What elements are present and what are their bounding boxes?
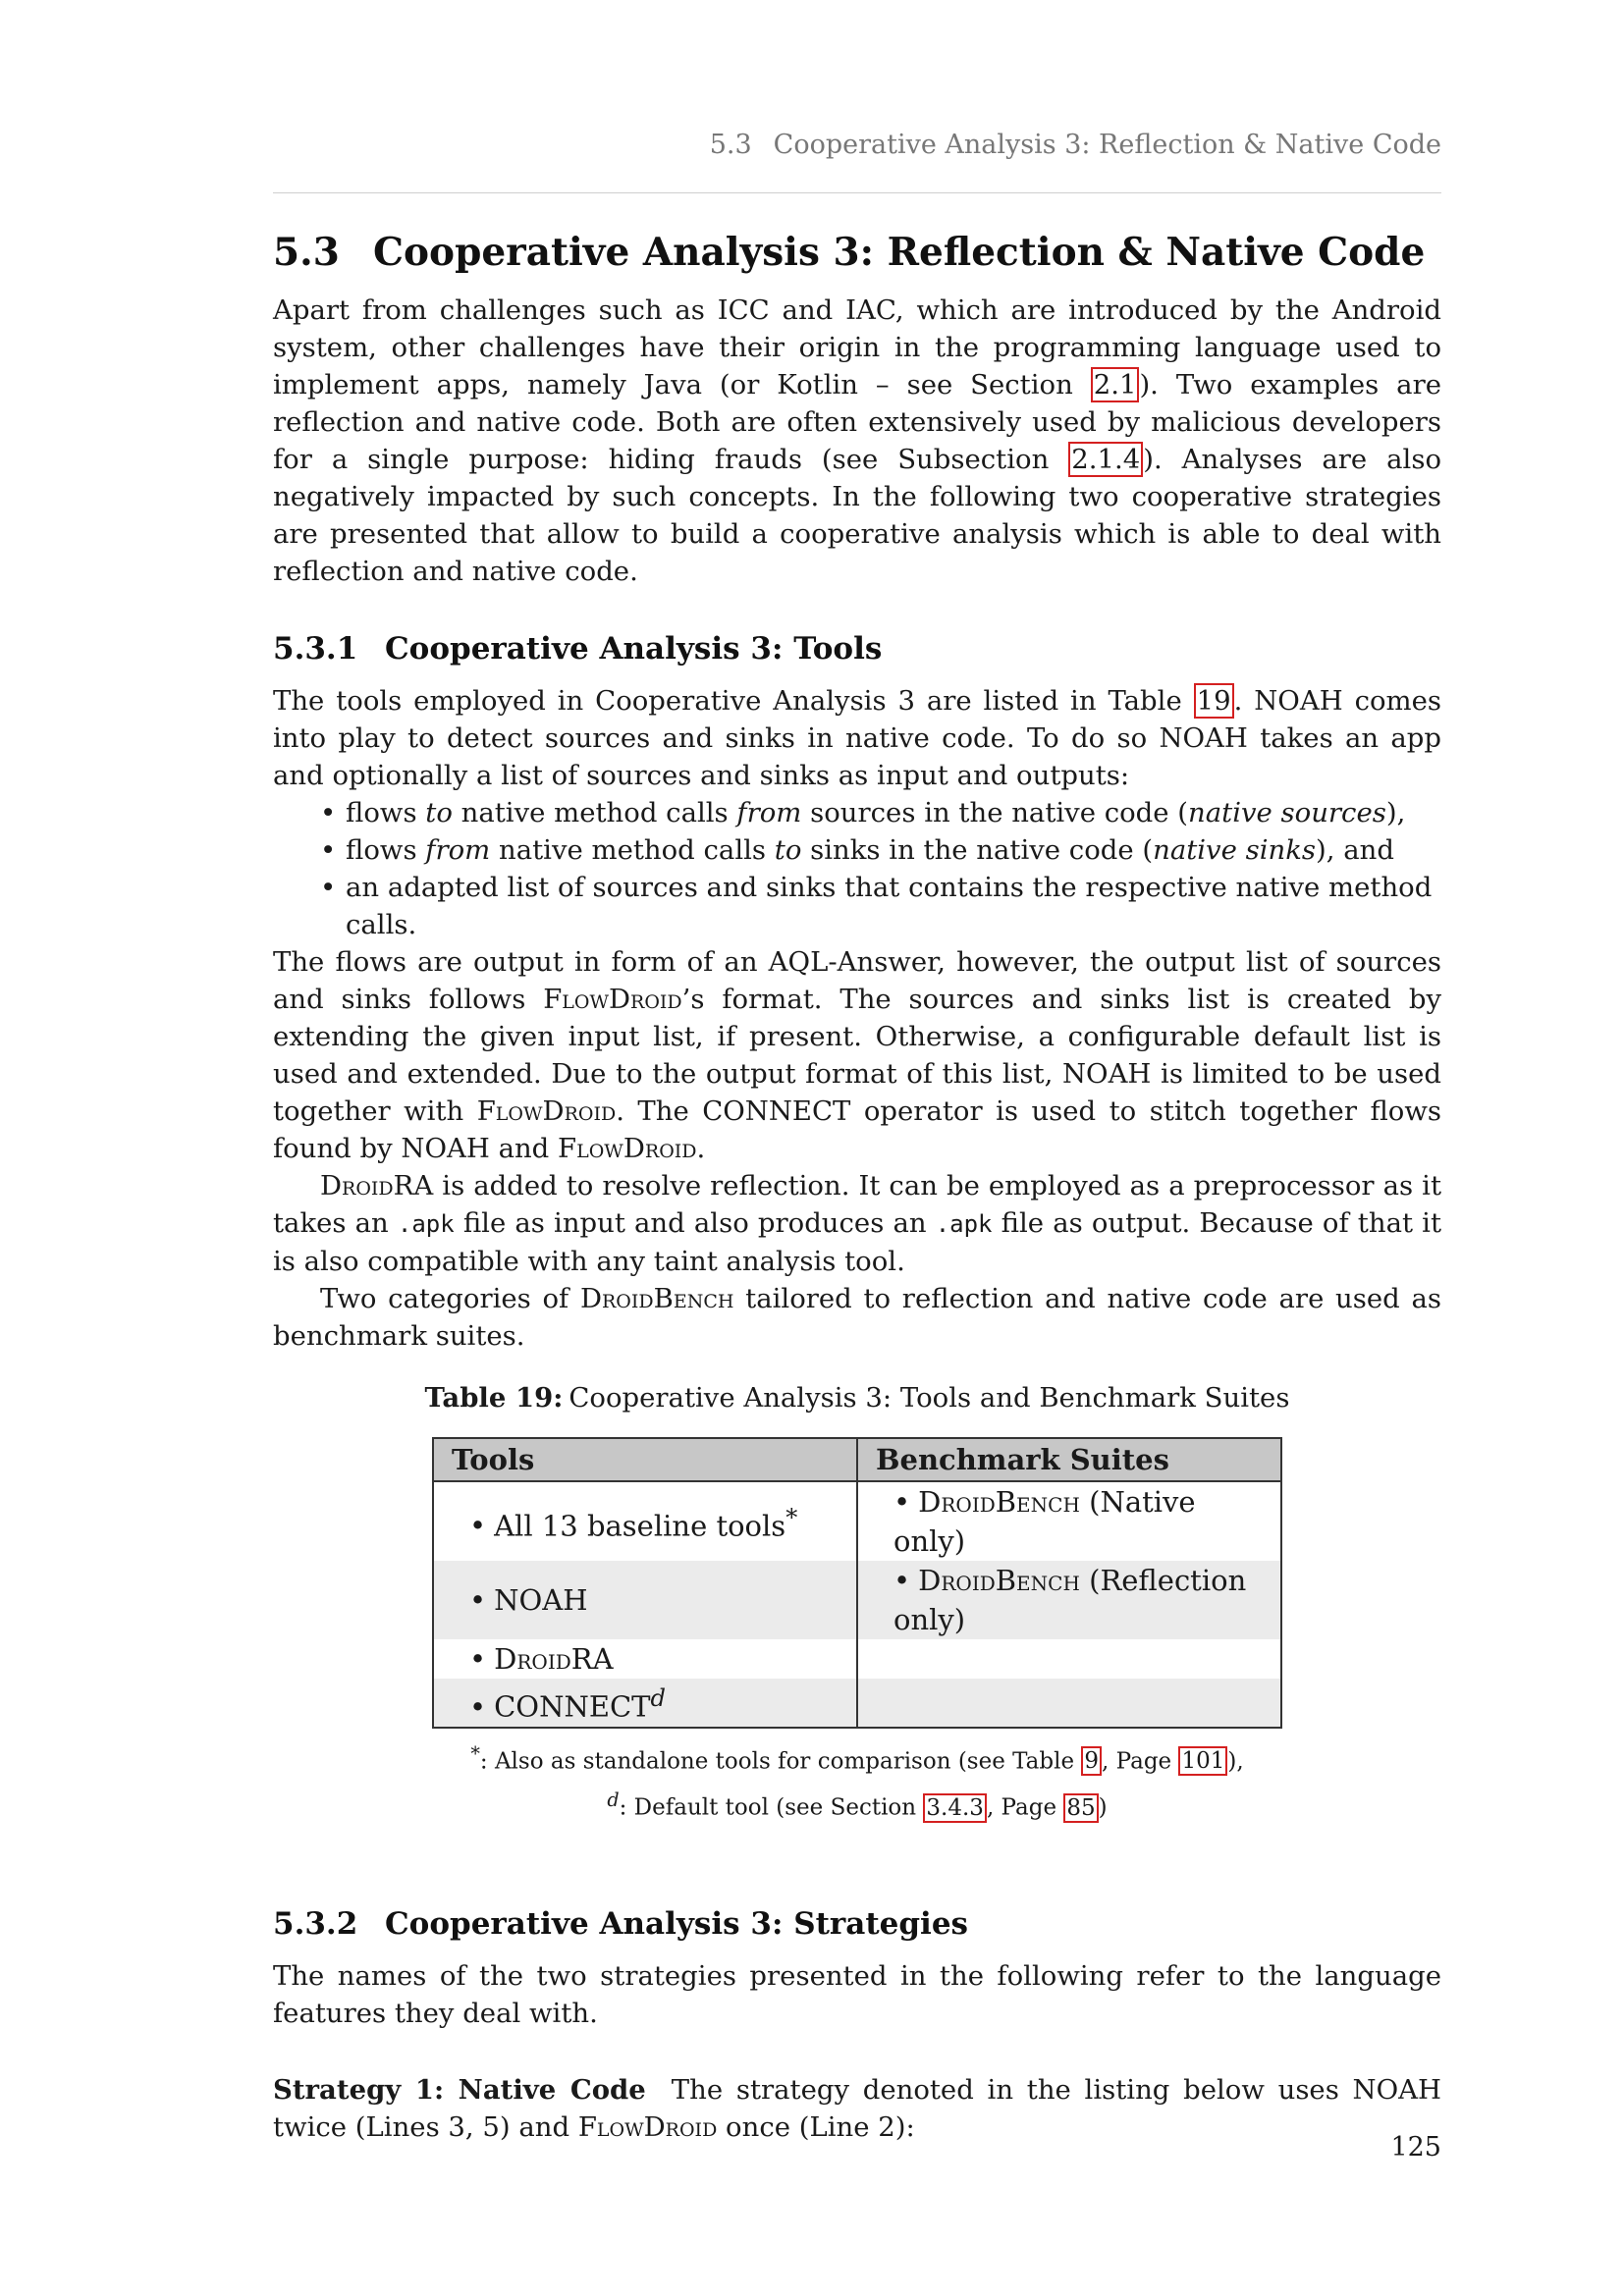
page-number: 125: [1390, 2132, 1441, 2163]
running-head-number: 5.3: [709, 130, 752, 160]
strategy-text: once (Line 2):: [717, 2111, 915, 2144]
footnote-text: : Also as standalone tools for comparison (see Table: [479, 1748, 1082, 1775]
table-row: [433, 1481, 1281, 1561]
section-title: Cooperative Analysis 3: Reflection & Native Code: [373, 230, 1426, 275]
cell-text: (Native only): [893, 1484, 1196, 1558]
running-head-title: Cooperative Analysis 3: Reflection & Native Code: [773, 130, 1441, 160]
tools-table: [432, 1437, 1282, 1729]
list-item: [346, 794, 1441, 831]
tools-paragraph-1: [273, 682, 1441, 794]
footnote-mark: *: [785, 1503, 798, 1531]
table-cell-tool: • All 13 baseline tools*: [433, 1481, 857, 1561]
bullet-text: flows: [346, 833, 426, 866]
main-content: [273, 228, 1441, 2146]
table-row: [433, 1639, 1281, 1679]
tools-text: tailored to reflection and native code are used as benchmark suites.: [273, 1282, 1441, 1352]
tool-name-flowdroid: FlowDroid: [558, 1132, 697, 1164]
tools-text: is added to resolve reflection. It can be employed as a preprocessor as it takes an: [273, 1169, 1441, 1239]
table-link-19[interactable]: 19: [1194, 683, 1234, 719]
strategies-paragraph: The names of the two strategies presented in the following refer to the language features they deal with.: [273, 1960, 1441, 2030]
list-item: [346, 831, 1441, 869]
tools-text-2: . NOAH comes into play to detect sources and sinks in native code. To do so NOAH takes an app and optionally a list of sources and sinks as input and outputs:: [273, 684, 1441, 791]
tools-text: file as output. Because of that it is also compatible with any taint analysis tool.: [273, 1206, 1441, 1277]
bullet-text: native method calls: [490, 833, 775, 866]
subsection-heading-strategies: [273, 1904, 1441, 1944]
tool-name-flowdroid: FlowDroid: [476, 1095, 617, 1127]
tool-name-flowdroid: FlowDroid: [543, 983, 682, 1015]
tools-text-1: The tools employed in Cooperative Analysis 3 are listed in Table: [273, 684, 1194, 717]
subsection-link-2-1-4[interactable]: 2.1.4: [1068, 442, 1143, 477]
table-row: [433, 1679, 1281, 1728]
table-header-benchmark: Benchmark Suites: [857, 1438, 1281, 1481]
bullet-emphasis: from: [425, 833, 491, 866]
outputs-list: [273, 794, 1441, 943]
section-link-3-4-3[interactable]: 3.4.3: [923, 1793, 987, 1823]
cell-text: All 13 baseline tools: [494, 1509, 786, 1543]
bullet-emphasis: native sinks: [1153, 833, 1317, 866]
footnote-baseline: [273, 1735, 1441, 1782]
strategy-1-heading: Strategy 1: Native Code: [273, 2074, 646, 2107]
bullet-text: native method calls: [452, 796, 737, 828]
footnote-text: , Page: [986, 1794, 1064, 1821]
footnote-mark: d: [607, 1789, 620, 1812]
table-row: [433, 1561, 1281, 1639]
page-link-101[interactable]: 101: [1178, 1746, 1227, 1776]
table-cell-suite: [857, 1639, 1281, 1679]
intro-text-3: ). Analyses are also negatively impacted by such concepts. In the following two cooperative strategies are presented that allow to build a cooperative analysis which is able to deal with reflection and native code.: [273, 443, 1441, 587]
tools-paragraph-2: [273, 943, 1441, 1167]
footnote-text: ): [1098, 1794, 1108, 1821]
benchmark-name-droidbench: DroidBench: [579, 1282, 734, 1314]
tool-name-droidra: DroidRA: [320, 1169, 434, 1201]
running-head: [273, 130, 1441, 160]
table-cell-suite: • DroidBench (Reflection only): [857, 1561, 1281, 1639]
table-header-row: [433, 1438, 1281, 1481]
intro-text-1: Apart from challenges such as ICC and IAC, which are introduced by the Android system, other challenges have their origin in the programming language used to implement apps, namely Java (or Kotlin – see Section: [273, 294, 1441, 400]
table-link-9[interactable]: 9: [1081, 1746, 1102, 1776]
table-caption-text: Cooperative Analysis 3: Tools and Benchmark Suites: [568, 1381, 1290, 1414]
bullet-text: ), and: [1316, 833, 1394, 866]
tools-text: . The CONNECT operator is used to stitch together flows found by NOAH and: [273, 1095, 1441, 1164]
footnote-default: [273, 1781, 1441, 1828]
section-number: 5.3: [273, 230, 340, 275]
table-header-tools: Tools: [433, 1438, 857, 1481]
cell-text: DroidBench: [918, 1484, 1080, 1519]
tools-paragraph-4: [273, 1280, 1441, 1355]
bullet-emphasis: to: [774, 833, 802, 866]
code-apk: .apk: [397, 1209, 455, 1238]
bullet-emphasis: to: [425, 796, 453, 828]
header-rule: [273, 192, 1441, 193]
list-item: • an adapted list of sources and sinks that contains the respective native method calls.: [346, 869, 1441, 943]
tools-text: .: [696, 1132, 706, 1164]
tools-text: The flows are output in form of an AQL-Answer, however, the output list of sources and sinks follows: [273, 945, 1441, 1015]
table-caption: [273, 1382, 1441, 1414]
bullet-text: ),: [1385, 796, 1406, 828]
footnote-mark: d: [650, 1683, 666, 1712]
subsection-heading-tools: [273, 629, 1441, 668]
tool-name-flowdroid: FlowDroid: [577, 2111, 718, 2144]
footnote-text: , Page: [1102, 1748, 1179, 1775]
footnote-text: : Default tool (see Section: [619, 1794, 924, 1821]
bullet-text: sources in the native code (: [801, 796, 1189, 828]
table-cell-tool: • NOAH: [433, 1561, 857, 1639]
cell-text: DroidBench: [918, 1563, 1080, 1597]
table-cell-suite: • DroidBench (Native only): [857, 1481, 1281, 1561]
strategy-text: The strategy denoted in the listing below uses NOAH twice (Lines 3, 5) and: [273, 2074, 1441, 2144]
bullet-text: flows: [346, 796, 426, 828]
intro-text-2: ). Two examples are reflection and native code. Both are often extensively used by malicious developers for a single purpose: hiding frauds (see Subsection: [273, 368, 1441, 475]
table-label: Table 19:: [424, 1381, 564, 1414]
subsection-title: Cooperative Analysis 3: Strategies: [385, 1905, 969, 1942]
section-heading: [273, 228, 1441, 278]
tools-text: Two categories of: [320, 1282, 580, 1314]
bullet-emphasis: from: [736, 796, 802, 828]
subsection-title: Cooperative Analysis 3: Tools: [385, 630, 883, 667]
table-cell-suite: [857, 1679, 1281, 1728]
tools-text: file as input and also produces an: [454, 1206, 936, 1239]
cell-text: (Reflection only): [893, 1563, 1247, 1636]
bullet-text: sinks in the native code (: [801, 833, 1154, 866]
cell-text: CONNECT: [494, 1689, 651, 1724]
table-cell-tool: • CONNECT$^d$: [433, 1679, 857, 1728]
footnote-text: ),: [1227, 1748, 1244, 1775]
bullet-emphasis: native sources: [1188, 796, 1386, 828]
table-footnotes: [273, 1735, 1441, 1828]
subsection-number: 5.3.2: [273, 1905, 358, 1942]
cell-text: DroidRA: [494, 1641, 614, 1676]
table-cell-tool: • DroidRA: [433, 1639, 857, 1679]
footnote-mark: *: [470, 1741, 480, 1765]
cell-text: NOAH: [494, 1582, 588, 1617]
section-link-2-1[interactable]: 2.1: [1091, 367, 1140, 402]
tools-paragraph-3: [273, 1167, 1441, 1280]
intro-paragraph: [273, 292, 1441, 590]
page-link-85[interactable]: 85: [1063, 1793, 1098, 1823]
subsection-number: 5.3.1: [273, 630, 358, 667]
code-apk: .apk: [935, 1209, 993, 1238]
tools-text: ’s format. The sources and sinks list is created by extending the given input list, if present. Otherwise, a configurable default list is used and extended. Due to the output format of this list, NOAH is limited to be used together with: [273, 983, 1441, 1127]
